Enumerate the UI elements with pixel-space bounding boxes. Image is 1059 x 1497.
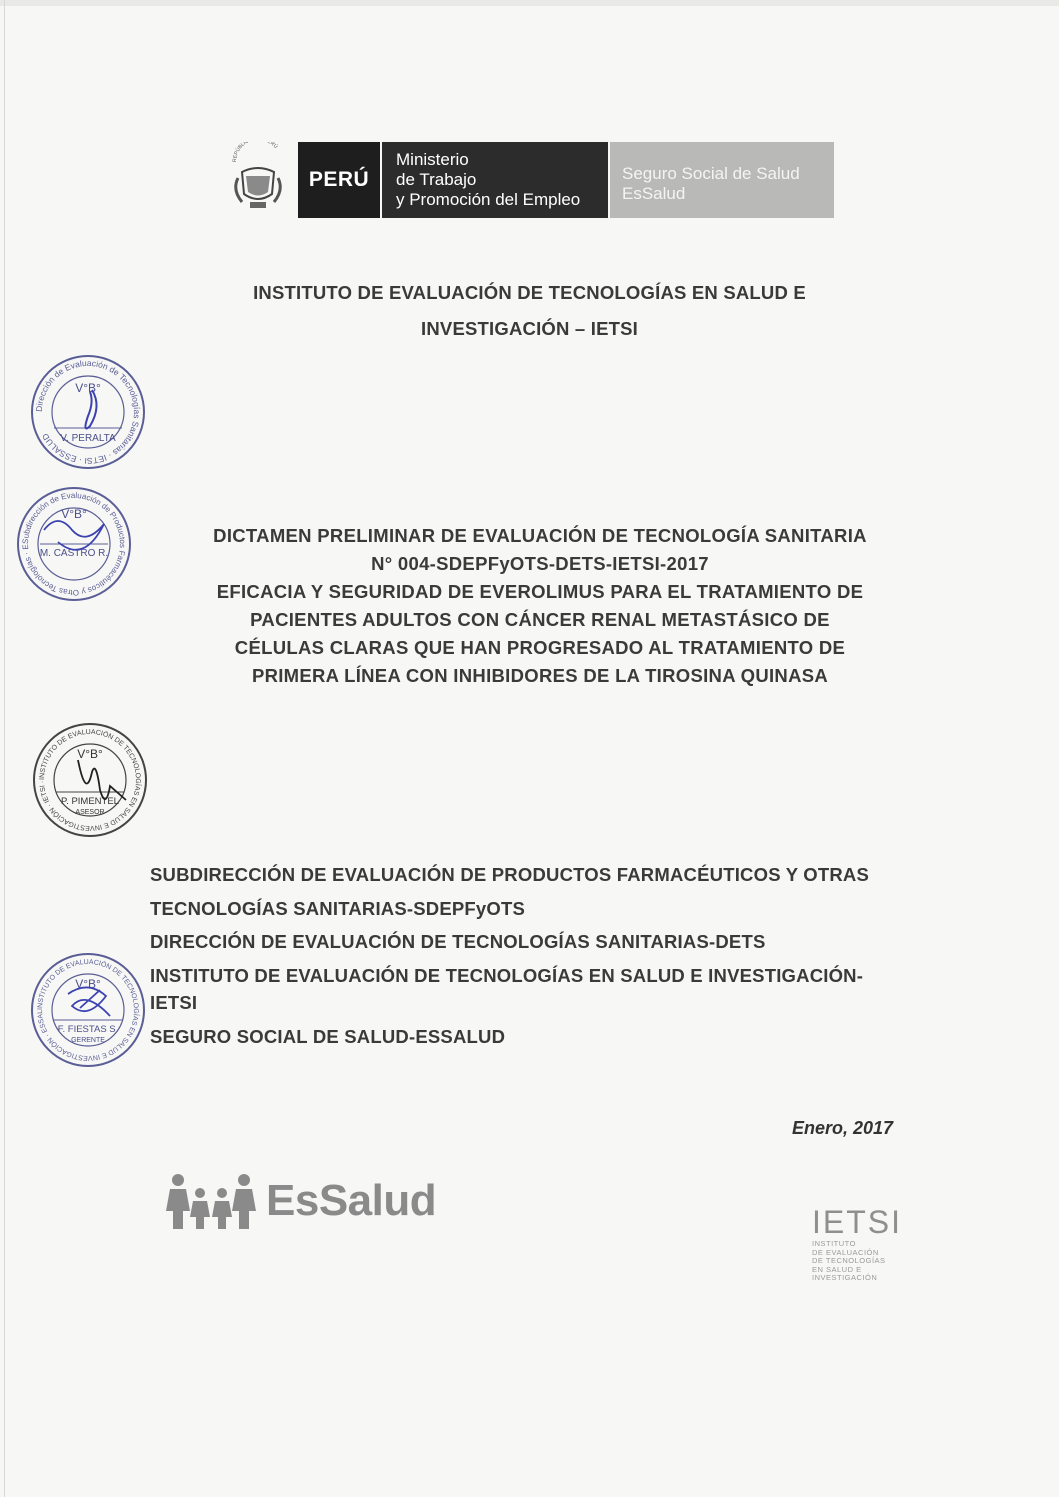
document-date: Enero, 2017 (792, 1118, 894, 1138)
org-line: INSTITUTO DE EVALUACIÓN DE TECNOLOGÍAS EN SALUD E INVESTIGACIÓN- (150, 964, 864, 986)
stamp-ring-text: Dirección de Evaluación de Tecnologías Sanitarias · IETSI · ESSALUD (33, 357, 143, 467)
country-label: PERÚ (308, 168, 370, 191)
approval-stamp-peralta (28, 352, 148, 477)
ministry-line: de Trabajo (396, 170, 477, 189)
ietsi-sub-line: DE TECNOLOGÍAS (812, 1256, 886, 1265)
dictamen-line: EFICACIA Y SEGURIDAD DE EVEROLIMUS PARA EL TRATAMIENTO DE (216, 581, 864, 602)
peru-label-box (298, 142, 380, 218)
crest-caption: REPÚBLI RÚ (231, 142, 279, 163)
ietsi-sub-line: EN SALUD E (812, 1264, 862, 1274)
social-security-line: EsSalud (622, 184, 686, 203)
signature-mark (44, 521, 104, 550)
stamp-name: P. PIMENTEL (61, 796, 119, 807)
ietsi-logo-text: IETSI (812, 1204, 903, 1240)
stamp-name: V. PERALTA (60, 433, 116, 444)
page-side-edge (4, 0, 5, 1497)
essalud-logo-text: EsSalud (266, 1176, 437, 1225)
dictamen-line: DICTAMEN PRELIMINAR DE EVALUACIÓN DE TECNOLOGÍA SANITARIA (213, 525, 867, 546)
organization-block (150, 858, 930, 1053)
dictamen-line: CÉLULAS CLARAS QUE HAN PROGRESADO AL TRATAMIENTO DE (234, 637, 846, 658)
peru-coat-of-arms-icon (228, 142, 288, 218)
org-line: SEGURO SOCIAL DE SALUD-ESSALUD (150, 1025, 506, 1047)
stamp-vb: V°B° (75, 381, 101, 395)
government-banner (228, 142, 834, 218)
ministry-line: Ministerio (396, 150, 469, 169)
page-top-edge (0, 0, 1059, 6)
social-security-line: Seguro Social de Salud (622, 164, 800, 183)
org-line: TECNOLOGÍAS SANITARIAS-SDEPFyOTS (150, 897, 526, 919)
stamp-ring-text: Subdirección de Evaluación de Productos Farmacéuticos y Otras Tecnologías · ESSALUD (11, 477, 128, 598)
dictamen-number: N° 004-SDEPFyOTS-DETS-IETSI-2017 (371, 553, 709, 574)
stamp-vb: V°B° (61, 507, 87, 521)
essalud-logo (166, 1168, 436, 1234)
approval-stamp-pimentel (27, 715, 150, 845)
signature-mark (85, 390, 96, 428)
ietsi-logo (812, 1206, 912, 1283)
dictamen-line: PRIMERA LÍNEA CON INHIBIDORES DE LA TIROSINA QUINASA (251, 665, 829, 686)
stamp-ring-text: INSTITUTO DE EVALUACIÓN DE TECNOLOGÍAS EN SALUD E INVESTIGACIÓN · ESSALUD (25, 945, 140, 1062)
stamp-sub: ASESOR (75, 809, 105, 816)
signature-mark (78, 760, 126, 800)
svg-text:Dirección de Evaluación de Tec (34, 358, 142, 466)
org-line: SUBDIRECCIÓN DE EVALUACIÓN DE PRODUCTOS FARMACÉUTICOS Y OTRAS (150, 864, 870, 885)
stamp-ring-text: INSTITUTO DE EVALUACIÓN DE TECNOLOGÍAS EN SALUD E INVESTIGACIÓN · IETSI · ESSALUD (27, 715, 142, 832)
org-line: IETSI (150, 992, 198, 1013)
approval-stamp-castro (11, 477, 134, 609)
stamp-sub: GERENTE (71, 1037, 105, 1044)
institute-title-line-2: INVESTIGACIÓN – IETSI (421, 318, 638, 339)
ietsi-sub-line: INSTITUTO (812, 1239, 856, 1248)
stamp-vb: V°B° (77, 747, 103, 761)
ietsi-sub-line: INVESTIGACIÓN (812, 1273, 878, 1282)
svg-text:REPÚBLICA DEL PERÚ (232, 142, 280, 162)
institute-title-line-1: INSTITUTO DE EVALUACIÓN DE TECNOLOGÍAS EN SALUD E (253, 282, 806, 303)
social-security-label-box (608, 142, 834, 218)
signature-mark (68, 987, 110, 1016)
stamp-name: F. FIESTAS S. (57, 1024, 119, 1035)
family-figures-icon (166, 1171, 258, 1231)
approval-stamp-fiestas (25, 945, 148, 1075)
ministry-line: y Promoción del Empleo (396, 190, 581, 209)
ministry-label-box (380, 142, 608, 218)
stamp-name: M. CASTRO R. (39, 548, 109, 559)
stamp-vb: V°B° (75, 977, 101, 991)
dictamen-title-block (140, 522, 940, 690)
ietsi-sub-line: DE EVALUACIÓN (812, 1247, 879, 1257)
org-line: DIRECCIÓN DE EVALUACIÓN DE TECNOLOGÍAS SANITARIAS-DETS (150, 931, 766, 952)
ietsi-logo-subtext (812, 1240, 912, 1283)
dictamen-line: PACIENTES ADULTOS CON CÁNCER RENAL METASTÁSICO DE (250, 609, 830, 630)
